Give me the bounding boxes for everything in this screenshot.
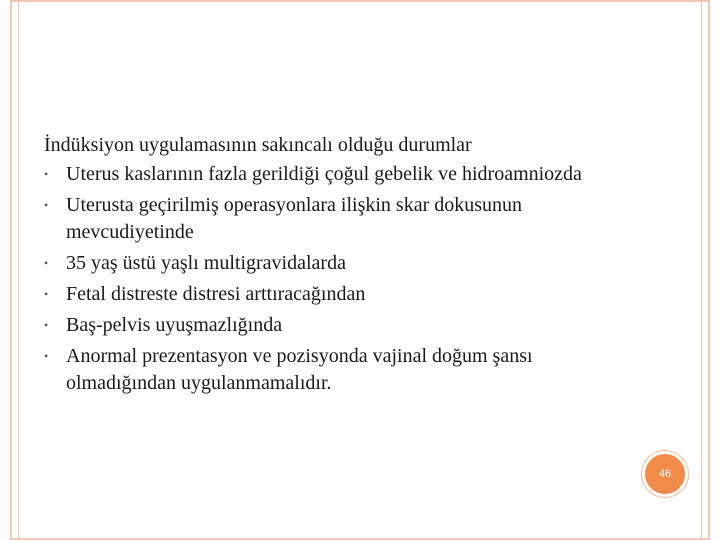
- page-number-badge: [642, 451, 688, 497]
- decorative-border-left-inner: [18, 0, 19, 540]
- decorative-border-left-outer: [10, 0, 12, 540]
- bullet-icon: •: [44, 318, 49, 332]
- decorative-border-right-inner: [701, 0, 702, 540]
- bullet-item: [44, 281, 644, 308]
- bullet-item: [44, 250, 644, 277]
- bullet-icon: •: [44, 256, 49, 270]
- decorative-border-right-outer: [708, 0, 710, 540]
- bullet-icon: •: [44, 167, 49, 181]
- bullet-text: Fetal distreste distresi arttıracağından: [66, 283, 366, 305]
- bullet-text: Anormal prezentasyon ve pozisyonda vajinal doğum şansı olmadığından uygulanmamalıdır.: [66, 345, 533, 394]
- bullet-item: [44, 343, 644, 397]
- bullet-text: Baş-pelvis uyuşmazlığında: [66, 314, 283, 336]
- bullet-text: 35 yaş üstü yaşlı multigravidalarda: [66, 252, 346, 274]
- bullet-icon: •: [44, 349, 49, 363]
- bullet-text: Uterus kaslarının fazla gerildiği çoğul gebelik ve hidroamniozda: [66, 163, 582, 185]
- bullet-text: Uterusta geçirilmiş operasyonlara ilişkin skar dokusunun mevcudiyetinde: [66, 194, 523, 243]
- bullet-item: [44, 192, 644, 246]
- page-number: 46: [658, 468, 672, 480]
- bullet-icon: •: [44, 198, 49, 212]
- slide-heading: İndüksiyon uygulamasının sakıncalı olduğu durumlar: [44, 134, 472, 156]
- bullet-item: [44, 161, 644, 188]
- bullet-list: [44, 161, 644, 397]
- bullet-item: [44, 312, 644, 339]
- decorative-border-top: [10, 0, 710, 2]
- slide-content: [44, 132, 644, 401]
- bullet-icon: •: [44, 287, 49, 301]
